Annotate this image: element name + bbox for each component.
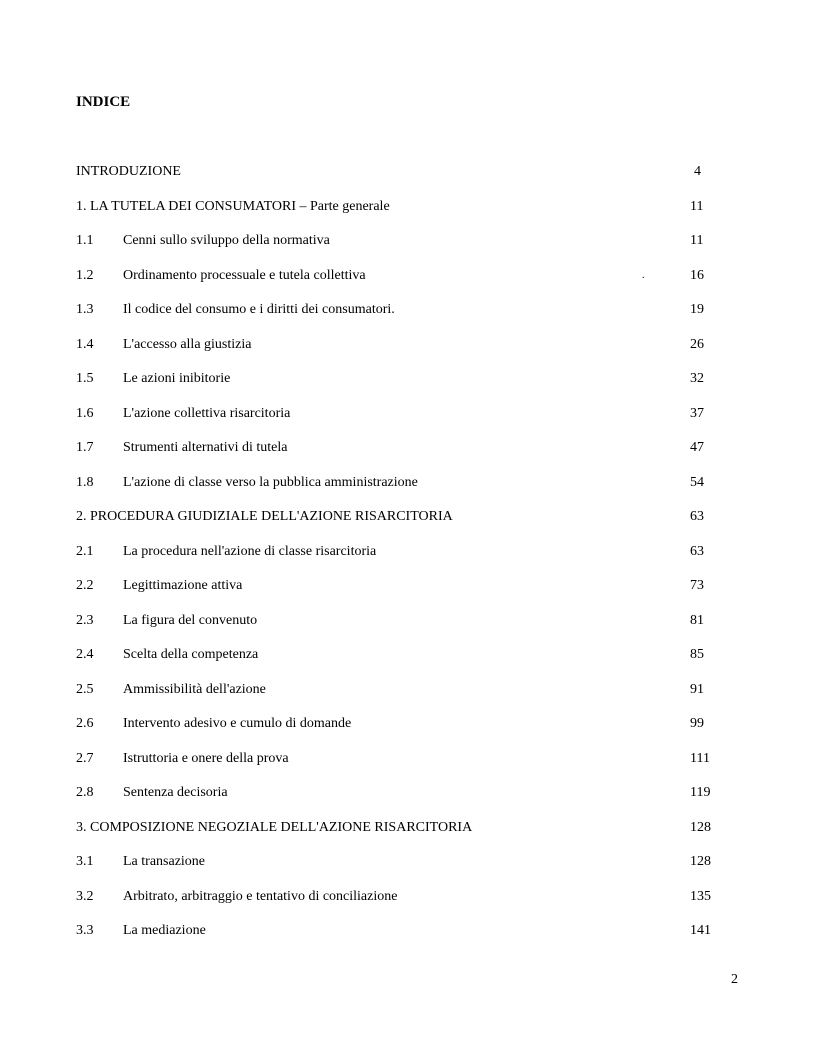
toc-entry-number: 1.1 — [76, 233, 94, 248]
toc-entry-title: Scelta della competenza — [123, 647, 259, 662]
toc-entry-number: 1.2 — [76, 267, 94, 283]
toc-entry-title: L'azione collettiva risarcitoria — [123, 405, 291, 421]
toc-entry-page: 47 — [690, 440, 704, 455]
toc-entry-title: Ordinamento processuale e tutela collettiva — [123, 267, 366, 283]
toc-section-1-7 — [76, 438, 716, 473]
toc-section-3-1 — [76, 852, 716, 887]
toc-entry-title: Ammissibilità dell'azione — [123, 681, 266, 697]
toc-entry-number: 1.6 — [76, 405, 94, 421]
toc-section-1-1 — [76, 231, 716, 266]
toc-entry-page: 111 — [690, 750, 710, 766]
toc-entry-title: L'azione di classe verso la pubblica amministrazione — [123, 474, 418, 490]
toc-chapter-3 — [76, 818, 716, 853]
toc-entry-title: La figura del convenuto — [123, 612, 258, 628]
toc-entry-title: Intervento adesivo e cumulo di domande — [123, 716, 352, 731]
toc-entry-number: 2.1 — [76, 543, 94, 559]
toc-entry-title: 3. COMPOSIZIONE NEGOZIALE DELL'AZIONE RISARCITORIA — [76, 819, 473, 835]
toc-entry-page: 91 — [690, 681, 704, 697]
page-number: 2 — [731, 972, 738, 987]
toc-section-2-3 — [76, 611, 716, 646]
toc-entry-page: 73 — [690, 578, 704, 593]
toc-section-2-5 — [76, 680, 716, 715]
toc-section-3-3 — [76, 921, 716, 956]
toc-entry-number: 3.1 — [76, 854, 94, 869]
toc-entry-number: 2.5 — [76, 681, 94, 697]
toc-entry-number: 2.8 — [76, 785, 94, 800]
toc-entry-page: 63 — [690, 543, 704, 559]
toc-entry-page: 81 — [690, 612, 704, 628]
toc-section-1-2 — [76, 266, 716, 301]
toc-section-2-1 — [76, 542, 716, 577]
toc-entry-title: Legittimazione attiva — [123, 578, 243, 593]
toc-entry-title: 2. PROCEDURA GIUDIZIALE DELL'AZIONE RISARCITORIA — [76, 509, 453, 524]
toc-entry-page: 54 — [690, 474, 704, 490]
toc-entry-number: 2.3 — [76, 612, 94, 628]
table-of-contents — [76, 162, 716, 956]
toc-entry-page: 19 — [690, 302, 704, 317]
toc-entry-number: 2.6 — [76, 716, 94, 731]
toc-entry-page: 128 — [690, 854, 711, 869]
toc-entry-page: 4 — [694, 164, 701, 179]
toc-section-1-3 — [76, 300, 716, 335]
toc-entry-number: 3.3 — [76, 923, 94, 938]
toc-section-2-6 — [76, 714, 716, 749]
toc-entry-number: 2.7 — [76, 750, 94, 766]
toc-section-1-6 — [76, 404, 716, 439]
toc-entry-title: Arbitrato, arbitraggio e tentativo di conciliazione — [123, 888, 398, 904]
toc-entry-title: Cenni sullo sviluppo della normativa — [123, 233, 330, 248]
toc-section-1-4 — [76, 335, 716, 370]
toc-entry-page: 16 — [690, 267, 704, 283]
toc-entry-title: L'accesso alla giustizia — [123, 336, 252, 352]
toc-entry-page: 32 — [690, 371, 704, 386]
toc-entry-title: Il codice del consumo e i diritti dei consumatori. — [123, 302, 395, 317]
page-title: INDICE — [76, 94, 131, 110]
toc-section-2-8 — [76, 783, 716, 818]
toc-entry-number: 2.4 — [76, 647, 94, 662]
toc-entry-title: Strumenti alternativi di tutela — [123, 440, 288, 455]
toc-chapter-2 — [76, 507, 716, 542]
stray-dot: . — [642, 269, 645, 281]
toc-entry-title: Le azioni inibitorie — [123, 371, 231, 386]
toc-section-2-4 — [76, 645, 716, 680]
toc-entry-page: 141 — [690, 923, 711, 938]
toc-entry-title: INTRODUZIONE — [76, 164, 181, 179]
toc-entry-page: 63 — [690, 509, 704, 524]
toc-entry-number: 1.3 — [76, 302, 94, 317]
toc-entry-number: 1.4 — [76, 336, 94, 352]
toc-entry-page: 85 — [690, 647, 704, 662]
toc-chapter-1 — [76, 197, 716, 232]
toc-entry-title: La mediazione — [123, 923, 206, 938]
toc-entry-number: 1.7 — [76, 440, 94, 455]
toc-entry-page: 37 — [690, 405, 704, 421]
toc-entry-number: 1.5 — [76, 371, 94, 386]
toc-entry-page: 128 — [690, 819, 711, 835]
toc-entry-number: 1.8 — [76, 474, 94, 490]
toc-entry-page: 119 — [690, 785, 711, 800]
toc-entry-title: La transazione — [123, 854, 206, 869]
toc-entry-introduction — [76, 162, 716, 197]
toc-entry-page: 11 — [690, 198, 704, 214]
toc-section-1-5 — [76, 369, 716, 404]
toc-entry-title: Sentenza decisoria — [123, 785, 228, 800]
toc-section-2-7 — [76, 749, 716, 784]
toc-section-3-2 — [76, 887, 716, 922]
toc-entry-title: 1. LA TUTELA DEI CONSUMATORI – Parte generale — [76, 198, 390, 214]
toc-section-2-2 — [76, 576, 716, 611]
toc-entry-title: La procedura nell'azione di classe risarcitoria — [123, 543, 377, 559]
toc-entry-title: Istruttoria e onere della prova — [123, 750, 289, 766]
toc-section-1-8 — [76, 473, 716, 508]
toc-entry-page: 11 — [690, 233, 704, 248]
toc-entry-page: 135 — [690, 888, 711, 904]
toc-entry-page: 99 — [690, 716, 704, 731]
toc-entry-page: 26 — [690, 336, 704, 352]
toc-entry-number: 3.2 — [76, 888, 94, 904]
toc-entry-number: 2.2 — [76, 578, 94, 593]
